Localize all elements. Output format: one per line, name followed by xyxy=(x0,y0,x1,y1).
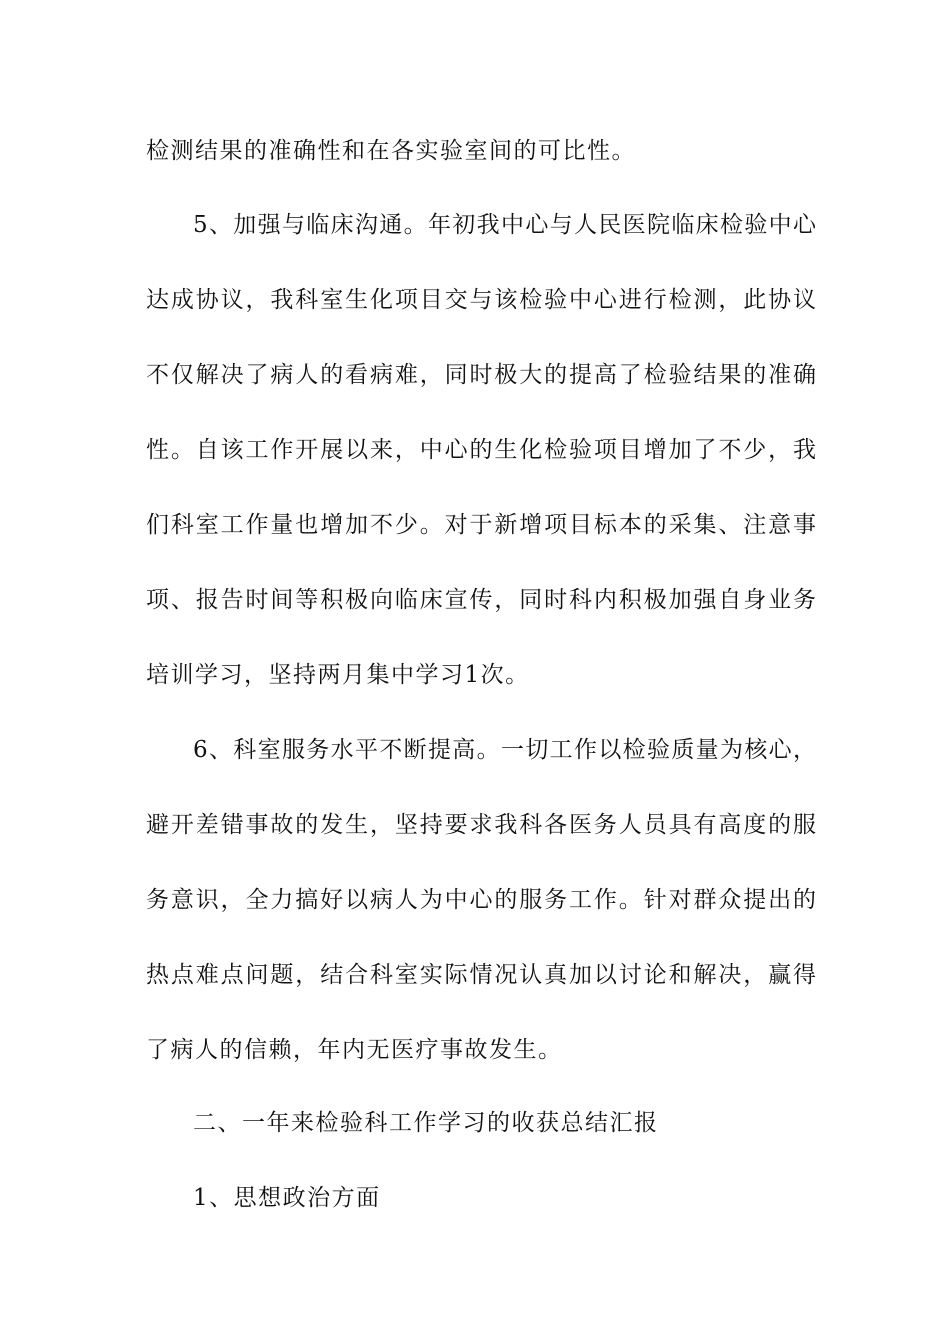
text-line-8: 培训学习，坚持两月集中学习1次。 xyxy=(146,662,530,688)
text-line-6: 们科室工作量也增加不少。对于新增项目标本的采集、注意事 xyxy=(146,512,816,538)
text-line-11: 务意识，全力搞好以病人为中心的服务工作。针对群众提出的 xyxy=(146,887,816,913)
section-heading: 二、一年来检验科工作学习的收获总结汇报 xyxy=(193,1110,659,1136)
text-line-7: 项、报告时间等积极向临床宣传，同时科内积极加强自身业务 xyxy=(146,587,816,613)
text-line-1: 检测结果的准确性和在各实验室间的可比性。 xyxy=(146,138,636,164)
text-line-3: 达成协议，我科室生化项目交与该检验中心进行检测，此协议 xyxy=(146,287,816,313)
text-line-5: 性。自该工作开展以来，中心的生化检验项目增加了不少，我 xyxy=(146,437,816,463)
subsection-heading: 1、思想政治方面 xyxy=(193,1185,381,1211)
text-line-13: 了病人的信赖，年内无医疗事故发生。 xyxy=(146,1037,563,1063)
text-line-9: 6、科室服务水平不断提高。一切工作以检验质量为核心， xyxy=(193,737,816,763)
text-line-4: 不仅解决了病人的看病难，同时极大的提高了检验结果的准确 xyxy=(146,362,816,388)
text-line-2: 5、加强与临床沟通。年初我中心与人民医院临床检验中心 xyxy=(193,212,816,238)
text-line-12: 热点难点问题，结合科室实际情况认真加以讨论和解决，赢得 xyxy=(146,962,816,988)
text-line-10: 避开差错事故的发生，坚持要求我科各医务人员具有高度的服 xyxy=(146,812,816,838)
